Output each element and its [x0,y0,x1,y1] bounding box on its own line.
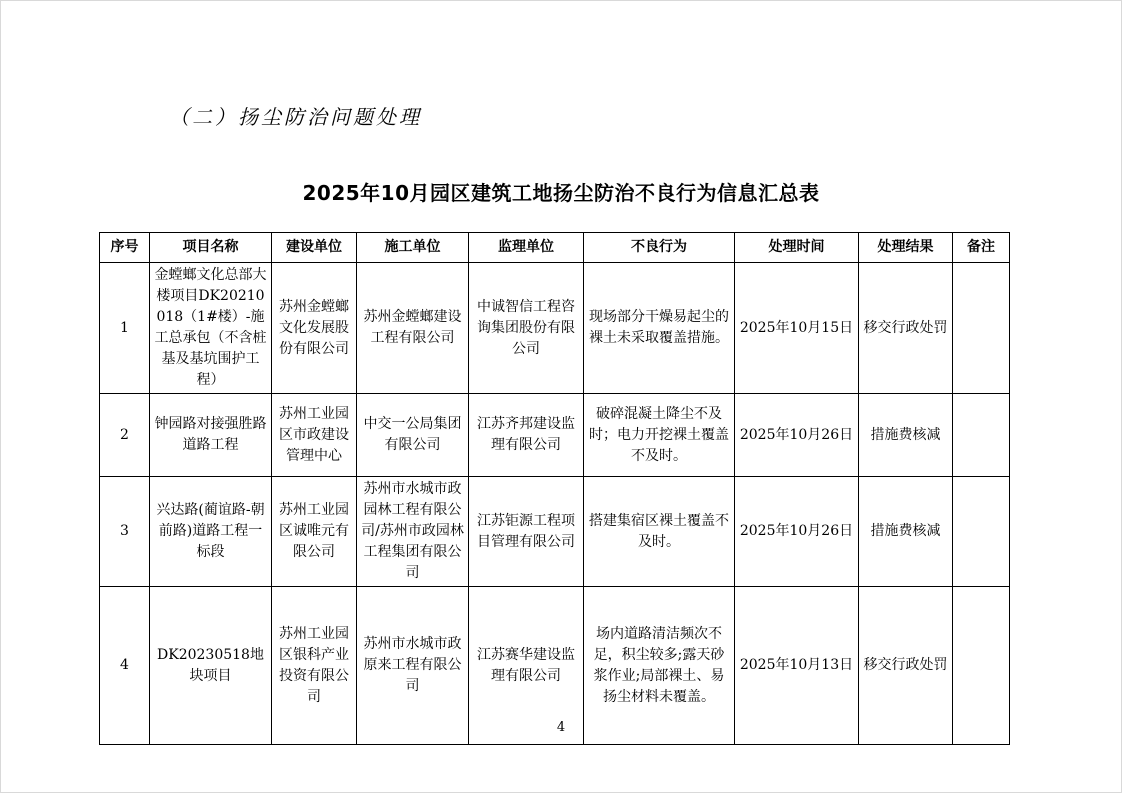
cell-seq: 1 [100,263,150,394]
cell-supervision-unit: 江苏齐邦建设监理有限公司 [469,394,584,477]
table-row [100,394,1010,477]
section-heading: （二）扬尘防治问题处理 [169,105,422,129]
cell-construction-unit: 苏州工业园区银科产业投资有限公司 [272,587,357,745]
cell-project-name: DK20230518地块项目 [150,587,272,745]
cell-handling-date: 2025年10月26日 [735,477,859,587]
header-seq: 序号 [100,233,150,263]
cell-contractor-unit: 苏州市水城市政原来工程有限公司 [357,587,469,745]
cell-violation: 现场部分干燥易起尘的裸土未采取覆盖措施。 [584,263,735,394]
cell-handling-date: 2025年10月13日 [735,587,859,745]
cell-contractor-unit: 中交一公局集团有限公司 [357,394,469,477]
cell-violation: 场内道路清洁频次不足，积尘较多;露天砂浆作业;局部裸土、易扬尘材料未覆盖。 [584,587,735,745]
cell-handling-result: 移交行政处罚 [859,263,953,394]
header-construction-unit: 建设单位 [272,233,357,263]
cell-remark [953,477,1010,587]
cell-seq: 3 [100,477,150,587]
cell-violation: 搭建集宿区裸土覆盖不及时。 [584,477,735,587]
cell-violation: 破碎混凝土降尘不及时；电力开挖裸土覆盖不及时。 [584,394,735,477]
cell-supervision-unit: 中诚智信工程咨询集团股份有限公司 [469,263,584,394]
header-handling-result: 处理结果 [859,233,953,263]
cell-handling-date: 2025年10月26日 [735,394,859,477]
cell-project-name: 兴达路(蔺谊路-朝前路)道路工程一标段 [150,477,272,587]
cell-construction-unit: 苏州工业园区市政建设管理中心 [272,394,357,477]
cell-construction-unit: 苏州工业园区诚唯元有限公司 [272,477,357,587]
header-project-name: 项目名称 [150,233,272,263]
header-violation: 不良行为 [584,233,735,263]
cell-handling-result: 措施费核减 [859,394,953,477]
cell-remark [953,394,1010,477]
cell-seq: 4 [100,587,150,745]
dust-violations-table [99,232,1010,745]
cell-handling-result: 措施费核减 [859,477,953,587]
cell-handling-date: 2025年10月15日 [735,263,859,394]
header-remark: 备注 [953,233,1010,263]
header-contractor-unit: 施工单位 [357,233,469,263]
cell-project-name: 钟园路对接强胜路道路工程 [150,394,272,477]
header-handling-date: 处理时间 [735,233,859,263]
page-number: 4 [556,720,566,735]
cell-handling-result: 移交行政处罚 [859,587,953,745]
table-row [100,263,1010,394]
cell-construction-unit: 苏州金螳螂文化发展股份有限公司 [272,263,357,394]
table-header-row [100,233,1010,263]
cell-supervision-unit: 江苏赛华建设监理有限公司 [469,587,584,745]
cell-project-name: 金螳螂文化总部大楼项目DK20210018（1#楼）-施工总承包（不含桩基及基坑围护工程） [150,263,272,394]
table-title: 2025年10月园区建筑工地扬尘防治不良行为信息汇总表 [302,181,820,205]
table-row [100,477,1010,587]
cell-remark [953,263,1010,394]
cell-seq: 2 [100,394,150,477]
cell-contractor-unit: 苏州市水城市政园林工程有限公司/苏州市政园林工程集团有限公司 [357,477,469,587]
cell-contractor-unit: 苏州金螳螂建设工程有限公司 [357,263,469,394]
cell-supervision-unit: 江苏钜源工程项目管理有限公司 [469,477,584,587]
header-supervision-unit: 监理单位 [469,233,584,263]
